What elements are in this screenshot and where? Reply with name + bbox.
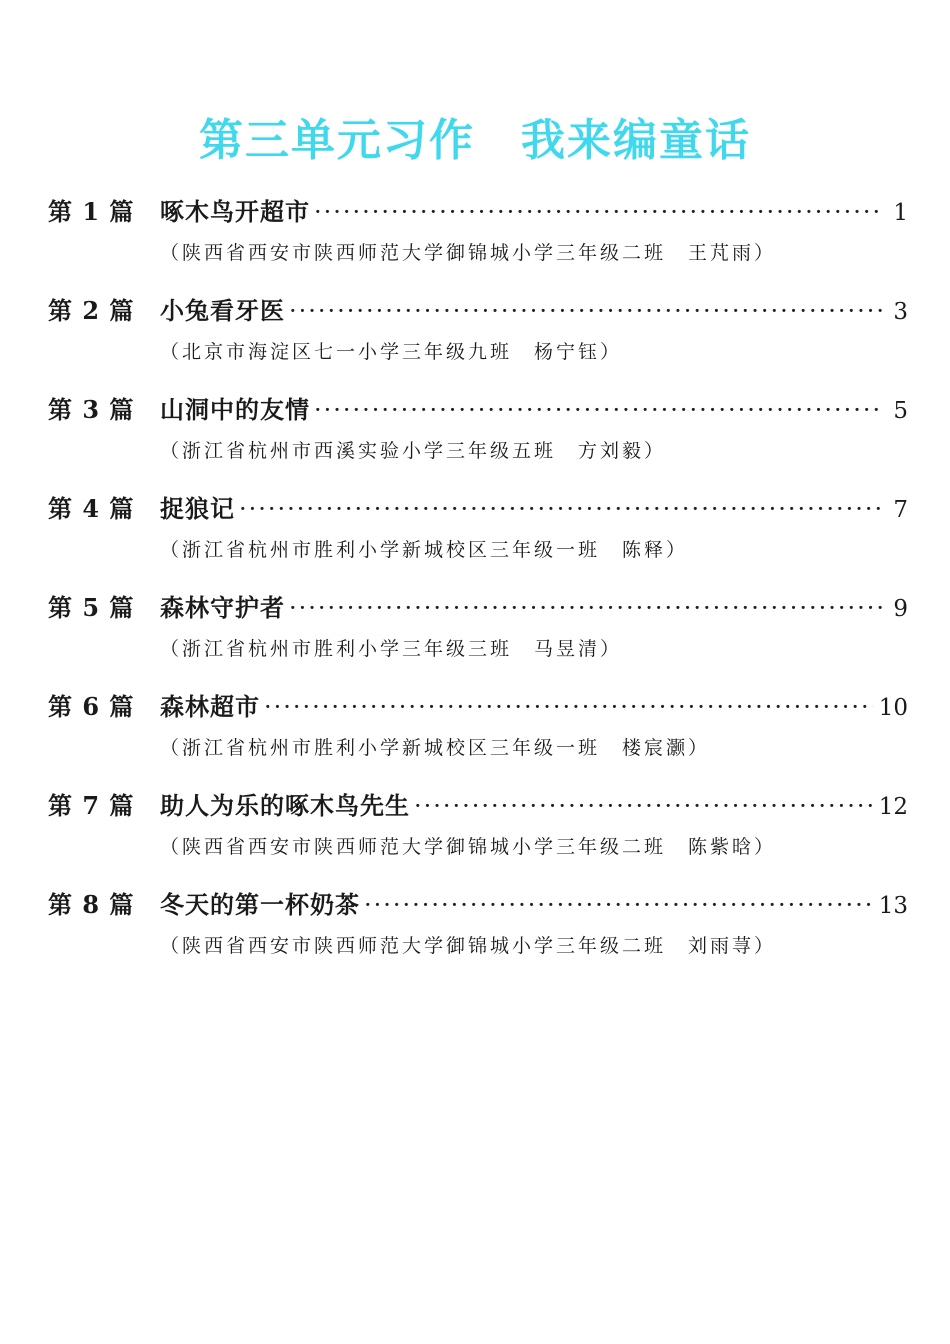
entry-number: 第 8 篇 <box>48 890 135 919</box>
dot-leader <box>289 594 882 622</box>
entry-number: 第 3 篇 <box>48 395 135 424</box>
toc-entry-1[interactable] <box>48 192 908 291</box>
toc-entry-6[interactable] <box>48 687 908 786</box>
entry-line <box>48 489 908 529</box>
dot-leader <box>289 297 882 325</box>
toc-entry-3[interactable] <box>48 390 908 489</box>
entry-number: 第 1 篇 <box>48 197 135 226</box>
entry-author: （浙江省杭州市胜利小学新城校区三年级一班 楼宸灏） <box>160 737 711 759</box>
entry-title[interactable]: 森林超市 <box>160 692 260 721</box>
toc-entry-5[interactable] <box>48 588 908 687</box>
dot-leader <box>239 495 882 523</box>
entry-author: （浙江省杭州市胜利小学新城校区三年级一班 陈释） <box>160 539 689 561</box>
entry-line <box>48 588 908 628</box>
table-of-contents <box>48 192 908 984</box>
entry-number: 第 7 篇 <box>48 791 135 820</box>
dot-leader <box>414 792 873 820</box>
page-title: 第三单元习作 我来编童话 <box>199 115 751 166</box>
entry-author: （浙江省杭州市胜利小学三年级三班 马昱清） <box>160 638 623 660</box>
entry-page: 9 <box>893 596 908 622</box>
entry-title[interactable]: 森林守护者 <box>160 593 285 622</box>
entry-line <box>48 390 908 430</box>
entry-line <box>48 885 908 925</box>
dot-leader <box>264 693 873 721</box>
entry-page: 5 <box>893 398 908 424</box>
entry-page: 13 <box>878 893 908 919</box>
toc-entry-4[interactable] <box>48 489 908 588</box>
entry-title[interactable]: 捉狼记 <box>160 494 235 523</box>
entry-number: 第 4 篇 <box>48 494 135 523</box>
toc-entry-2[interactable] <box>48 291 908 390</box>
entry-page: 1 <box>893 200 908 226</box>
entry-title[interactable]: 啄木鸟开超市 <box>160 197 310 226</box>
dot-leader <box>314 396 882 424</box>
entry-author: （浙江省杭州市西溪实验小学三年级五班 方刘毅） <box>160 440 667 462</box>
entry-author: （陕西省西安市陕西师范大学御锦城小学三年级二班 王芃雨） <box>160 242 777 264</box>
entry-title[interactable]: 小兔看牙医 <box>160 296 285 325</box>
entry-title[interactable]: 冬天的第一杯奶茶 <box>160 890 360 919</box>
toc-entry-8[interactable] <box>48 885 908 984</box>
dot-leader <box>314 198 882 226</box>
entry-line <box>48 687 908 727</box>
entry-page: 3 <box>893 299 908 325</box>
entry-line <box>48 291 908 331</box>
entry-author: （陕西省西安市陕西师范大学御锦城小学三年级二班 刘雨荨） <box>160 935 777 957</box>
entry-number: 第 6 篇 <box>48 692 135 721</box>
entry-author: （北京市海淀区七一小学三年级九班 杨宁钰） <box>160 341 623 363</box>
entry-page: 10 <box>878 695 908 721</box>
entry-line <box>48 786 908 826</box>
entry-number: 第 5 篇 <box>48 593 135 622</box>
entry-page: 7 <box>893 497 908 523</box>
entry-title[interactable]: 山洞中的友情 <box>160 395 310 424</box>
entry-page: 12 <box>878 794 908 820</box>
entry-line <box>48 192 908 232</box>
entry-number: 第 2 篇 <box>48 296 135 325</box>
dot-leader <box>364 891 873 919</box>
entry-author: （陕西省西安市陕西师范大学御锦城小学三年级二班 陈紫晗） <box>160 836 777 858</box>
entry-title[interactable]: 助人为乐的啄木鸟先生 <box>160 791 410 820</box>
toc-entry-7[interactable] <box>48 786 908 885</box>
